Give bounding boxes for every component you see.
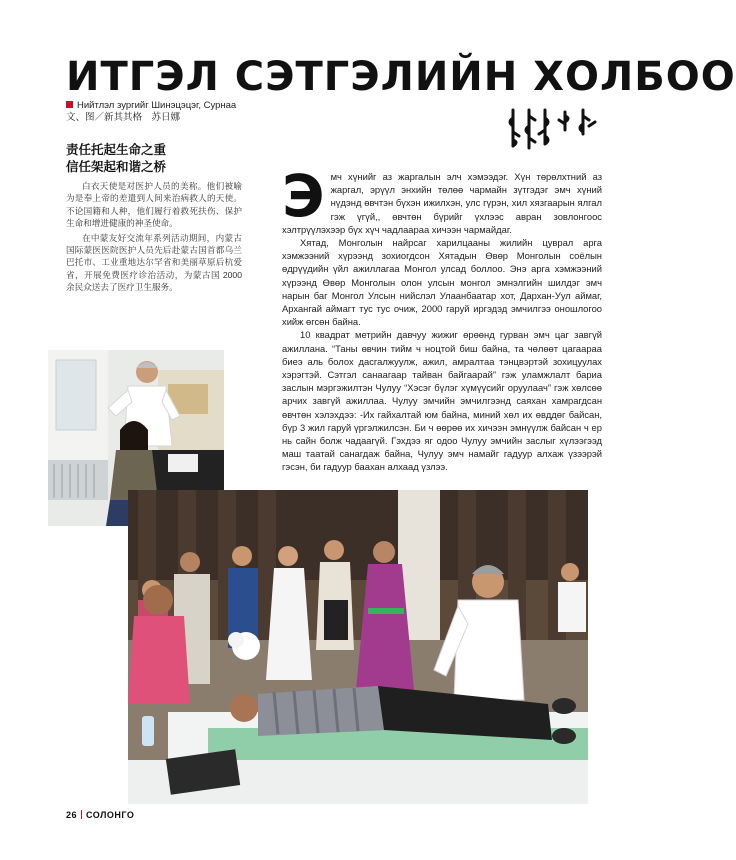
- page-footer: [66, 810, 134, 820]
- main-photo-treatment: [128, 490, 588, 804]
- article-title: ИТГЭЛ СЭТГЭЛИЙН ХОЛБОО: [66, 54, 736, 100]
- subtitle: [66, 142, 286, 176]
- chinese-paragraph: 白衣天使是对医护人员的美称。他们被喻为是奉上帝的差遣到人间来治病救人的天使。不论国籍和人种，他们履行着救死扶伤、保护生命和增进健康的神圣使命。: [66, 181, 242, 229]
- chinese-paragraph: 在中蒙友好交流年系列活动期间，内蒙古国际蒙医医院医护人员先后赴蒙古国首都乌兰巴托市、工业重地达尔罕省和美丽草原后杭爱省，开展免费医疗诊治活动，为蒙古国 2000 余民众送去了医疗卫生服务。: [66, 232, 242, 293]
- page-number: 26: [66, 810, 78, 820]
- mongolian-script-title-icon: [505, 108, 600, 150]
- mongolian-paragraph-first: [282, 162, 602, 236]
- mongolian-paragraph: Хятад, Монголын найрсаг харилцааны жилийн цуврал арга хэмжээний хүрээнд зохиогдсон Хятадын Өвөр Монголын соёлын өдрүүдийн үйл ажиллагаа Монгол улсад боллоо. Энэ арга хэмжээний хүрээнд Өвөр Монголын олон улсын монгол эмнэлгийн шилдэг эмч нарын баг Монгол Улсын нийслэл Улаанбаатар хот, Дархан-Уул аймаг, Архангай аймагт тус тус очиж, 2000 гаруй иргэдэд эмчилгээ оношлогоо хийж өгсөн байна.: [282, 237, 602, 328]
- mongolian-paragraph-text: мч хүнийг аз жаргалын элч хэмээдэг. Хүн төрөлхтний аз жаргал, эрүүл энхийн төлөө чармайн зүтгэдэг эмч хүний нүдэнд өвчтэн бүхэн ижилхэн, улс гүрэн, хил хязгаарын ялгал гэж үгүй,, өвчтөн бүрийг үхлээс авран зовлонгоос хэлтрүүлэхээр бүх хүч чадлаараа хичээн чармайдаг.: [282, 171, 602, 235]
- mongolian-body: [282, 162, 602, 474]
- subtitle-line-2: 信任架起和谐之桥: [66, 160, 167, 174]
- magazine-name: СОЛОНГО: [86, 810, 135, 820]
- mongolian-paragraph: 10 квадрат метрийн давчуу жижиг өрөөнд гурван эмч цаг завгүй ажиллана. “Таны өвчин тийм ч ноцтой биш байна, та чөлөөт цагаараа биеэ аль болох дасгалжуулж, ажил, амралтаа тэнцвэртэй зохицуулах хэрэгтэй. Сэтгэл санаагаар тайван байгаарай” гэж уламжлалт бариа заслын мэргэжилтэн Чулуу “Хэсэг бүлэг хүмүүсийг оруулаач” гэж хөлсөө арчих завгүй ажиллаа. Чулуу эмчийн эмчилгээнд саяхан хамрагдсан өвчтөн хэлэхдээ: -Их гайхалтай юм байна, миний хөл их өвддөг байсан, бүр 3 жил гаруй үргэлжилсэн. Би ч өөрөө их хичээн эмнүүлж байсан ч ер нь сайн болж чадаагүй. Гэхдээ яг одоо Чулуу эмчийн заслыг хүлээгээд маш таатай санагдаж байна, Чулуу эмч намайг гадуур алхаж үзээрэй гэсэн, би гадуур баахан алхаад үзлээ.: [282, 329, 602, 473]
- chinese-body: [66, 180, 242, 296]
- red-square-icon: [66, 101, 73, 108]
- byline-mongolian: Нийтлэл зургийг Шинэцэцэг, Сурнаа: [77, 100, 237, 111]
- drop-cap: Э: [282, 162, 325, 230]
- byline: [66, 100, 326, 124]
- byline-chinese: 文、图／新其其格 苏日娜: [66, 112, 181, 123]
- treatment-illustration: [128, 490, 588, 804]
- footer-separator: [81, 810, 82, 819]
- subtitle-line-1: 责任托起生命之重: [66, 143, 167, 157]
